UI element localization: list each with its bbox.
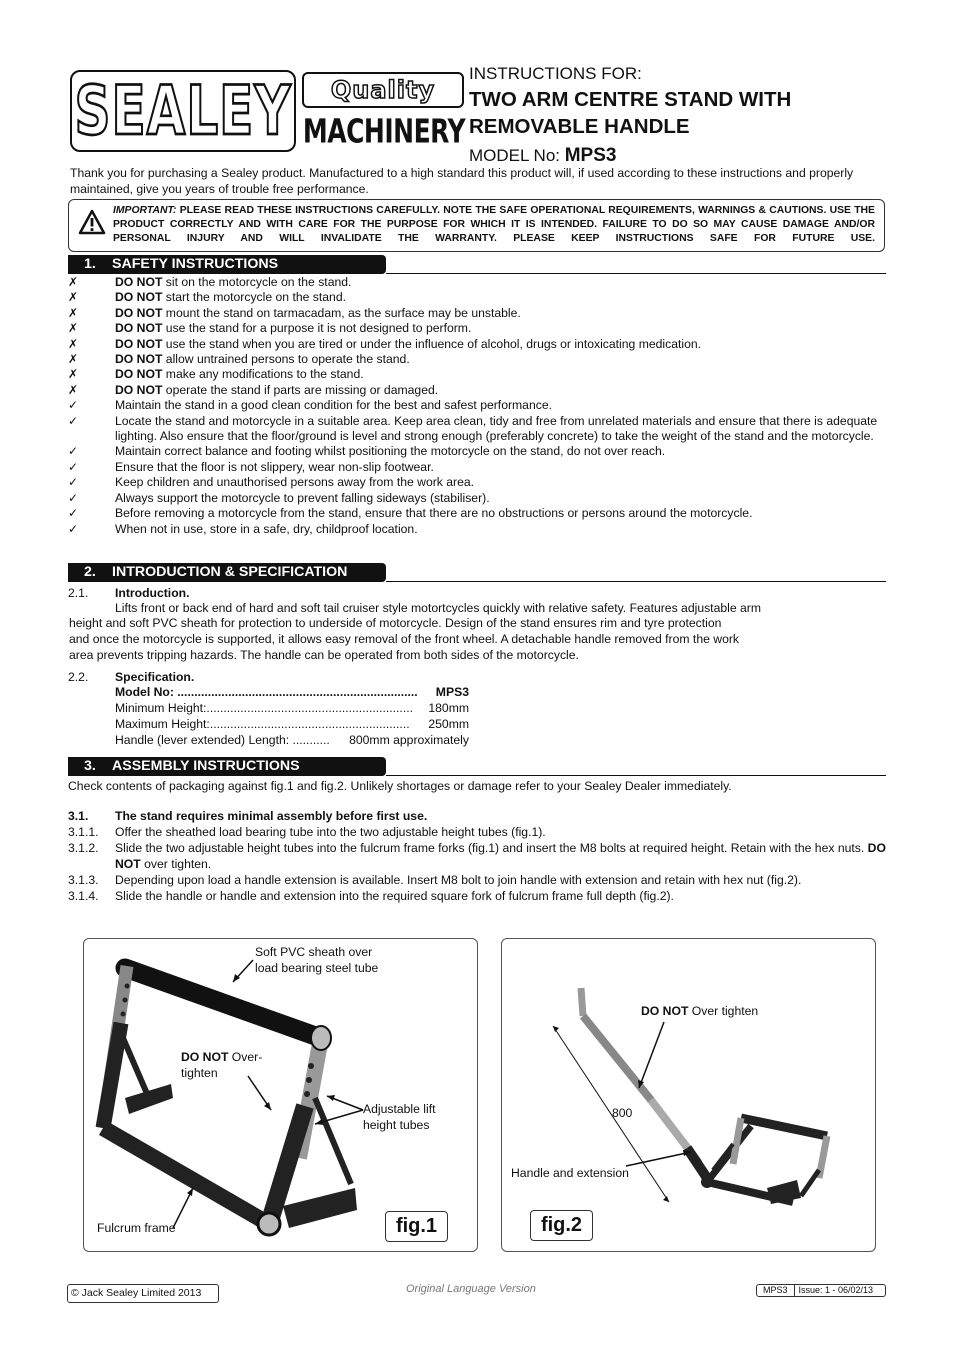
model-number: MODEL No: MPS3	[469, 145, 617, 166]
subsection-number: 2.2.	[68, 670, 89, 684]
assembly-step: 3.1. The stand requires minimal assembly before first use.	[68, 809, 428, 823]
assembly-steps	[68, 808, 888, 904]
list-item: ✓ Keep children and unauthorised persons away from the work area.	[68, 475, 475, 490]
intro-line: height and soft PVC sheath for protection to underside of motorcycle. Design of the stand ensures rim and tyre protection	[69, 616, 722, 630]
list-item: ✗ DO NOT allow untrained persons to operate the stand.	[68, 352, 410, 367]
spec-row: Handle (lever extended) Length: ........... 800mm approximately	[115, 733, 469, 747]
document-id: MPS3 Issue: 1 - 06/02/13	[756, 1284, 886, 1297]
list-item: ✓ Always support the motorcycle to prevent falling sideways (stabiliser).	[68, 490, 490, 505]
document-title-line1: TWO ARM CENTRE STAND WITH	[469, 88, 792, 111]
document-title-line2: REMOVABLE HANDLE	[469, 115, 690, 138]
intro-paragraph: Thank you for purchasing a Sealey product. Manufactured to a high standard this product will, if used according to these instructions and properly maintained, give you years of trouble free performance.	[70, 166, 854, 196]
section-rule	[386, 775, 886, 776]
list-item: ✗ DO NOT mount the stand on tarmacadam, as the surface may be unstable.	[68, 305, 521, 320]
list-item: ✗ DO NOT make any modifications to the stand.	[68, 367, 364, 382]
section-heading-introduction: 2. INTRODUCTION & SPECIFICATION	[68, 563, 386, 582]
list-item: ✓ Ensure that the floor is not slippery, wear non-slip footwear.	[68, 459, 434, 474]
callout-sheath: Soft PVC sheath over load bearing steel tube	[255, 945, 379, 975]
figure-1-label: fig.1	[385, 1211, 448, 1242]
assembly-step: 3.1.1. Offer the sheathed load bearing tube into the two adjustable height tubes (fig.1).	[68, 825, 546, 839]
spec-row: Maximum Height:........................................................... 250mm	[115, 717, 469, 731]
subsection-title: Specification.	[115, 670, 195, 684]
callout-do-not-overtighten-fig2: DO NOT Over tighten	[641, 1004, 759, 1018]
list-item: ✗ DO NOT use the stand when you are tired or under the influence of alcohol, drugs or intoxicating medication.	[68, 336, 702, 351]
quality-logo: Quality	[302, 72, 464, 108]
spec-table	[115, 684, 469, 748]
assembly-step: 3.1.2. Slide the two adjustable height tubes into the fulcrum frame forks (fig.1) and insert the M8 bolts at required height. Retain with the hex nuts. DO NOT over tighten.	[68, 841, 886, 871]
language-version: Original Language Version	[406, 1283, 536, 1295]
list-item: ✗ DO NOT operate the stand if parts are missing or damaged.	[68, 382, 439, 397]
section-heading-assembly: 3. ASSEMBLY INSTRUCTIONS	[68, 757, 386, 776]
list-item: ✗ DO NOT sit on the motorcycle on the stand.	[68, 275, 352, 289]
intro-line: area prevents tripping hazards. The handle can be operated from both sides of the motorcycle.	[69, 648, 579, 662]
callout-fulcrum-frame: Fulcrum frame	[97, 1221, 176, 1235]
intro-line: and once the motorcycle is supported, it allows easy removal of the front wheel. A detachable handle removed from the work	[69, 632, 739, 646]
list-item: ✓ Before removing a motorcycle from the stand, ensure that there are no obstructions or persons around the motorcycle.	[68, 506, 753, 521]
important-notice-text: IMPORTANT: PLEASE READ THESE INSTRUCTIONS CAREFULLY. NOTE THE SAFE OPERATIONAL REQUIREMENTS, WARNINGS & CAUTIONS. USE THE PRODUCT CORRECTLY AND WITH CARE FOR THE PURPOSE FOR WHICH IT IS INTENDED. FAILURE TO DO SO MAY CAUSE DAMAGE AND/OR PERSONAL INJURY AND WILL INVALIDATE THE WARRANTY. PLEASE KEEP INSTRUCTIONS SAFE FOR FUTURE USE.	[113, 205, 875, 244]
assembly-intro: Check contents of packaging against fig.1 and fig.2. Unlikely shortages or damage refer to your Sealey Dealer immediately.	[68, 779, 732, 793]
list-item: ✗ DO NOT start the motorcycle on the stand.	[68, 290, 346, 305]
subsection-number: 2.1.	[68, 586, 89, 600]
list-item: ✓ Locate the stand and motorcycle in a suitable area. Keep area clean, tidy and free from unrelated materials and ensure that there is adequate lighting. Also ensure that the floor/ground is level and strong enough (preferably concrete) to take the weight of the stand and the motorcycle.	[68, 413, 878, 444]
safety-list	[68, 275, 888, 537]
callout-adjustable-tubes: Adjustable lift height tubes	[363, 1102, 436, 1132]
machinery-logo: MACHINERY	[302, 112, 466, 150]
stand-illustration	[83, 938, 478, 1252]
section-rule	[386, 273, 886, 274]
copyright-notice: © Jack Sealey Limited 2013	[67, 1284, 219, 1303]
list-item: ✗ DO NOT use the stand for a purpose it is not designed to perform.	[68, 321, 472, 336]
assembly-step: 3.1.3. Depending upon load a handle extension is available. Insert M8 bolt to join handle with extension and retain with hex nut (fig.2).	[68, 873, 802, 887]
subsection-title: Introduction.	[115, 586, 190, 600]
sealey-logo: SEALEY	[70, 70, 296, 152]
list-item: ✓ When not in use, store in a safe, dry, childproof location.	[68, 521, 418, 536]
callout-handle-extension: Handle and extension	[511, 1166, 629, 1180]
assembly-step: 3.1.4. Slide the handle or handle and extension into the required square fork of fulcrum frame full depth (fig.2).	[68, 889, 674, 903]
instructions-for-label: INSTRUCTIONS FOR:	[469, 64, 642, 83]
figure-2-label: fig.2	[530, 1210, 593, 1241]
section-heading-safety: 1. SAFETY INSTRUCTIONS	[68, 255, 386, 274]
intro-line: Lifts front or back end of hard and soft tail cruiser style motortcycles quickly with relative safety. Features adjustable arm	[115, 601, 761, 615]
list-item: ✓ Maintain correct balance and footing whilst positioning the motorcycle on the stand, do not over reach.	[68, 444, 666, 459]
dimension-label: 800	[612, 1106, 633, 1120]
warning-icon	[78, 209, 106, 235]
spec-row: Minimum Height:............................................................. 180mm	[115, 701, 469, 715]
spec-row: Model No: ....................................................................... MPS3	[115, 685, 469, 699]
callout-do-not-overtighten: DO NOT Over- tighten	[181, 1050, 263, 1080]
list-item: ✓ Maintain the stand in a good clean condition for the best and safest performance.	[68, 398, 552, 413]
section-rule	[386, 581, 886, 582]
handle-illustration	[501, 938, 876, 1252]
